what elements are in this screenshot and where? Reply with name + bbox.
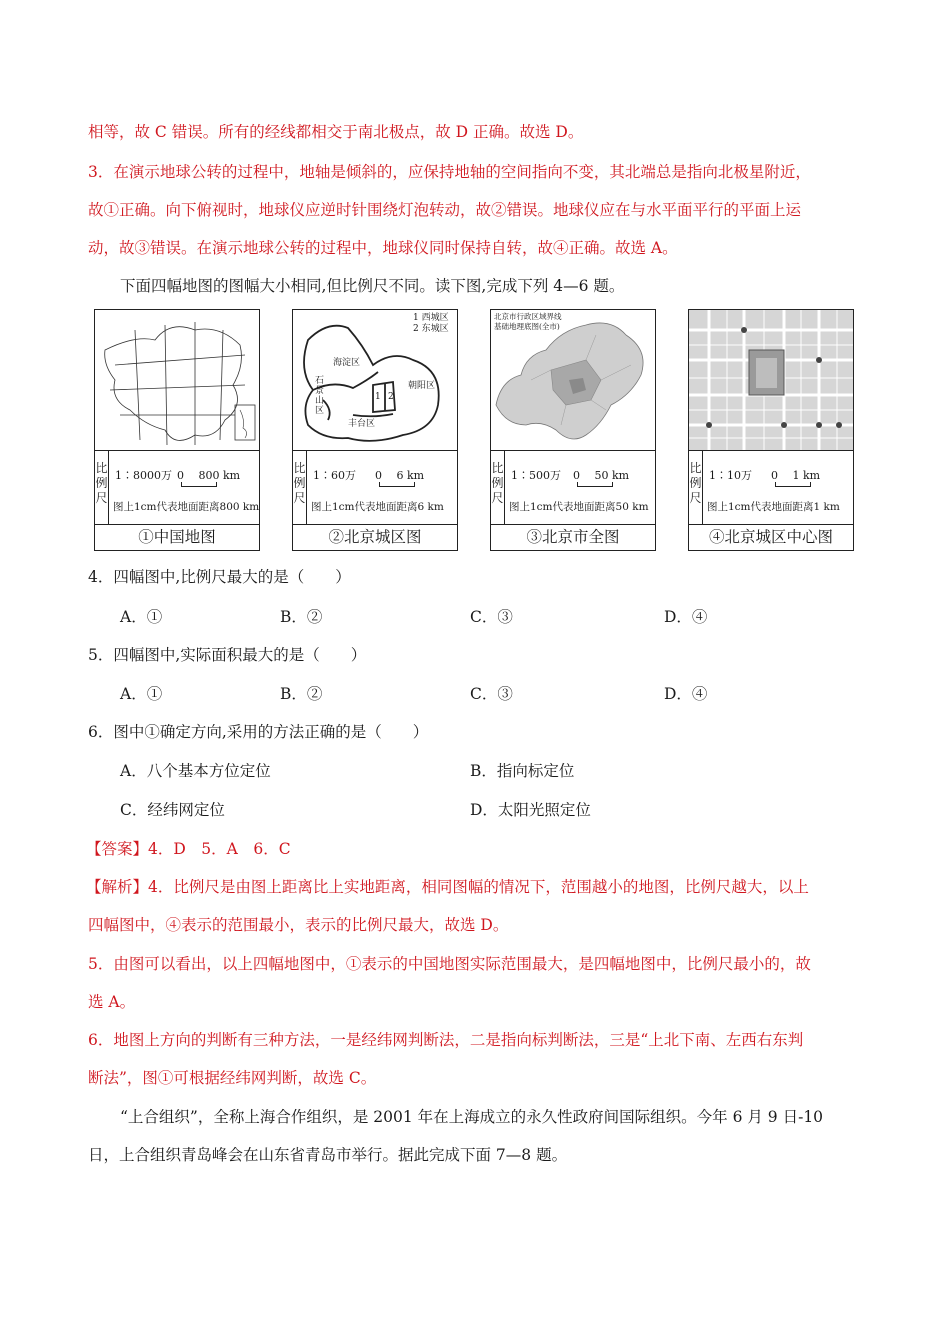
scale-bar <box>775 482 811 487</box>
analysis-line-5: 6．地图上方向的判断有三种方法，一是经纬网判断法，二是指向标判断法，三是“上北下南、左西右东判 <box>88 1031 804 1049</box>
scale-bar <box>181 482 217 487</box>
question-4-option-d: D．④ <box>664 608 708 626</box>
explanation-line-3: 故①正确。向下俯视时，地球仪应逆时针围绕灯泡转动，故②错误。地球仪应在与水平面平行的平面上运 <box>88 201 802 219</box>
scale-description: 图上1cm代表地面距离800 km <box>113 501 260 513</box>
map-panel-beijing-full <box>490 309 656 551</box>
question-4-stem: 4．四幅图中,比例尺最大的是（ ） <box>88 568 351 586</box>
question-5-option-c: C．③ <box>470 685 513 703</box>
question-6-option-b: B．指向标定位 <box>470 762 575 780</box>
legend-dongcheng: 2 东城区 <box>413 324 449 334</box>
analysis-line-6: 断法”，图①可根据经纬网判断，故选 C。 <box>88 1069 377 1087</box>
question-5-option-a: A．① <box>120 685 163 703</box>
map-panel-beijing-center <box>688 309 854 551</box>
analysis-line-3: 5．由图可以看出，以上四幅地图中，①表示的中国地图实际范围最大，是四幅地图中，比例尺最小的，故 <box>88 955 811 973</box>
scale-description: 图上1cm代表地面距离1 km <box>707 501 840 513</box>
scale-ratio: 1∶500万 <box>511 469 561 482</box>
scale-side-label: 比例尺 <box>95 451 109 524</box>
beijing-urban-map-image <box>293 310 457 451</box>
map-title-beijing-urban: ②北京城区图 <box>328 528 422 546</box>
question-6-option-c: C．经纬网定位 <box>120 801 225 819</box>
scale-bar-label: 0 800 km <box>177 469 241 482</box>
label-haidian: 海淀区 <box>333 358 361 368</box>
answer-line: 【答案】4．D 5．A 6．C <box>86 840 291 858</box>
map3-caption-2: 基础地理底图(全市) <box>494 322 560 331</box>
scale-ratio: 1∶60万 <box>313 469 356 482</box>
map3-caption-1: 北京市行政区域界线 <box>494 312 562 321</box>
label-shijingshan: 石景山区 <box>315 376 325 416</box>
scale-side-label: 比例尺 <box>491 451 505 524</box>
scale-bar-label: 0 6 km <box>375 469 425 482</box>
map-title-beijing-full: ③北京市全图 <box>526 528 620 546</box>
analysis-line-1: 【解析】4．比例尺是由图上距离比上实地距离，相同图幅的情况下，范围越小的地图，比例尺越大，以上 <box>86 878 809 896</box>
china-map-image <box>95 310 259 451</box>
question-6-stem: 6．图中①确定方向,采用的方法正确的是（ ） <box>88 723 429 741</box>
scale-bar <box>577 482 613 487</box>
passage-line-1: “上合组织”，全称上海合作组织，是 2001 年在上海成立的永久性政府间国际组织。今年 6 月 9 日-10 <box>120 1108 824 1126</box>
explanation-line-1: 相等，故 C 错误。所有的经线都相交于南北极点，故 D 正确。故选 D。 <box>88 123 584 141</box>
question-4-option-b: B．② <box>280 608 323 626</box>
question-4-option-c: C．③ <box>470 608 513 626</box>
label-num-1: 1 <box>375 392 381 402</box>
analysis-line-4: 选 A。 <box>88 993 136 1011</box>
scale-description: 图上1cm代表地面距离6 km <box>311 501 444 513</box>
explanation-line-4: 动，故③错误。在演示地球公转的过程中，地球仪同时保持自转，故④正确。故选 A。 <box>88 239 678 257</box>
question-6-option-a: A．八个基本方位定位 <box>120 762 271 780</box>
map-panel-china <box>94 309 260 551</box>
question-5-option-d: D．④ <box>664 685 708 703</box>
explanation-line-2: 3．在演示地球公转的过程中，地轴是倾斜的，应保持地轴的空间指向不变，其北端总是指向北极星附近， <box>88 163 811 181</box>
scale-box-china <box>95 451 259 525</box>
scale-ratio: 1∶10万 <box>709 469 752 482</box>
map-title-beijing-center: ④北京城区中心图 <box>708 528 833 546</box>
beijing-full-map-image <box>491 310 655 451</box>
scale-description: 图上1cm代表地面距离50 km <box>509 501 649 513</box>
question-5-stem: 5．四幅图中,实际面积最大的是（ ） <box>88 646 367 664</box>
beijing-center-map-image <box>689 310 853 451</box>
passage-line-2: 日，上合组织青岛峰会在山东省青岛市举行。据此完成下面 7—8 题。 <box>88 1146 568 1164</box>
scale-bar-label: 0 50 km <box>573 469 630 482</box>
analysis-line-2: 四幅图中，④表示的范围最小，表示的比例尺最大，故选 D。 <box>88 916 509 934</box>
label-chaoyang: 朝阳区 <box>408 381 436 391</box>
scale-side-label: 比例尺 <box>689 451 703 524</box>
scale-bar-label: 0 1 km <box>771 469 821 482</box>
scale-box-beijing-urban <box>293 451 457 525</box>
scale-bar <box>379 482 415 487</box>
scale-ratio: 1∶8000万 <box>115 469 172 482</box>
label-num-2: 2 <box>388 392 394 402</box>
label-fengtai: 丰台区 <box>348 419 376 429</box>
question-5-option-b: B．② <box>280 685 323 703</box>
scale-side-label: 比例尺 <box>293 451 307 524</box>
scale-box-beijing-center <box>689 451 853 525</box>
question-4-option-a: A．① <box>120 608 163 626</box>
legend-xicheng: 1 西城区 <box>413 313 449 323</box>
map-intro: 下面四幅地图的图幅大小相同,但比例尺不同。读下图,完成下列 4—6 题。 <box>120 277 625 295</box>
map-title-china: ①中国地图 <box>138 528 216 546</box>
map-panel-beijing-urban <box>292 309 458 551</box>
question-6-option-d: D．太阳光照定位 <box>470 801 591 819</box>
scale-box-beijing-full <box>491 451 655 525</box>
